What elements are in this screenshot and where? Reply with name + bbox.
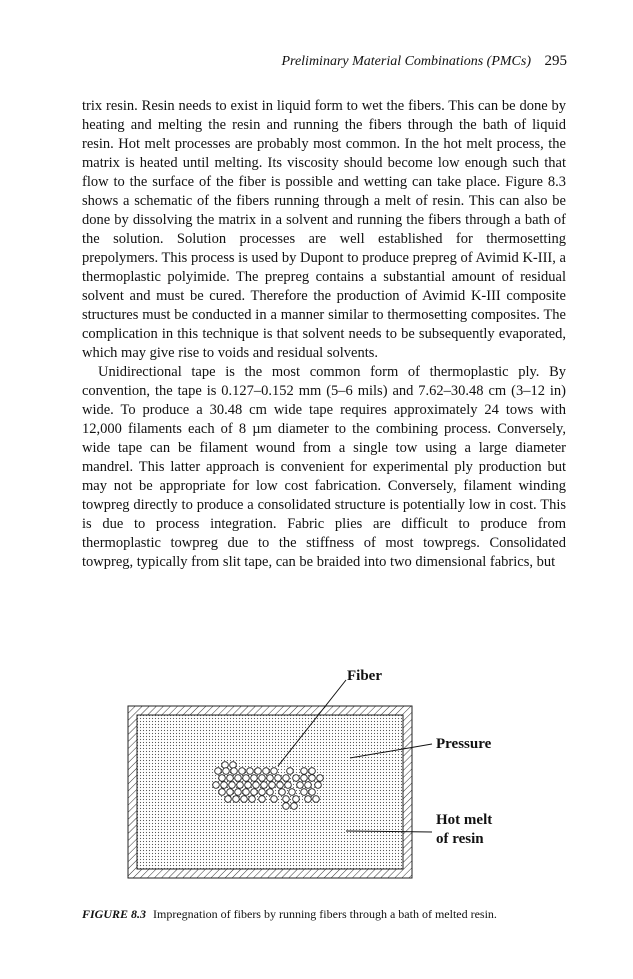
fiber-cross-section xyxy=(239,768,246,775)
fiber-cross-section xyxy=(261,782,268,789)
fiber-cross-section xyxy=(251,789,258,796)
fiber-cross-section xyxy=(305,782,312,789)
figure-8-3 xyxy=(82,660,566,880)
fiber-cross-section xyxy=(283,803,290,810)
fiber-cross-section xyxy=(221,782,228,789)
running-title: Preliminary Material Combinations (PMCs) xyxy=(281,54,531,69)
fiber-cross-section xyxy=(289,789,296,796)
fiber-cross-section xyxy=(253,782,260,789)
fiber-cross-section xyxy=(309,789,316,796)
fiber-cross-section xyxy=(230,762,237,769)
fiber-cross-section xyxy=(301,768,308,775)
fiber-cross-section xyxy=(255,768,262,775)
fiber-cross-section xyxy=(285,782,292,789)
fiber-cross-section xyxy=(249,796,256,803)
hot-melt-label-line-2: of resin xyxy=(436,831,484,847)
fiber-cross-section xyxy=(229,782,236,789)
fiber-cross-section xyxy=(275,775,282,782)
fiber-cross-section xyxy=(267,775,274,782)
fiber-cross-section xyxy=(259,775,266,782)
figure-caption xyxy=(82,907,582,922)
fiber-cross-section xyxy=(259,789,266,796)
fiber-cross-section xyxy=(259,796,266,803)
fiber-cross-section xyxy=(293,796,300,803)
fiber-cross-section xyxy=(267,789,274,796)
fiber-cross-section xyxy=(279,789,286,796)
fiber-cross-section xyxy=(219,775,226,782)
fiber-cross-section xyxy=(263,768,270,775)
fiber-cross-section xyxy=(283,796,290,803)
fiber-cross-section xyxy=(277,782,284,789)
fiber-cross-section xyxy=(235,775,242,782)
fiber-cross-section xyxy=(231,768,238,775)
page-number: 295 xyxy=(544,53,567,69)
paragraph-2: Unidirectional tape is the most common form of thermoplastic ply. By convention, the tape is 0.127–0.152 mm (5–6 mils) and 7.62–30.48 cm (3–12 in) wide. To produce a 30.48 cm wide tape requires approximately 24 tows with 12,000 filaments each of 8 µm diameter to the combining process. Conversely, wide tape can be filament wound from a single tow using a large diameter mandrel. This latter approach is convenient for experimental ply production but may not be appropriate for low cost fabrication. Conversely, filament winding towpreg directly to produce a consolidated structure is potentially low in cost. This is due to process integration. Fabric plies are difficult to produce from thermoplastic towpreg due to the stiffness of most towpregs. Consolidated towpreg, typically from slit tape, can be braided into two dimensional fabrics, but xyxy=(82,364,566,570)
fiber-cross-section xyxy=(243,775,250,782)
fiber-cross-section xyxy=(227,789,234,796)
fiber-cross-section xyxy=(309,768,316,775)
fiber-cross-section xyxy=(215,768,222,775)
fiber-cross-section xyxy=(287,768,294,775)
fiber-cross-section xyxy=(247,768,254,775)
hot-melt-label-line-1: Hot melt xyxy=(436,812,493,828)
fiber-cross-section xyxy=(301,775,308,782)
body-text xyxy=(82,97,566,572)
fiber-cross-section xyxy=(225,796,232,803)
impregnation-diagram xyxy=(82,660,566,880)
fiber-cross-section xyxy=(222,762,229,769)
fiber-cross-section xyxy=(213,782,220,789)
fiber-cross-section xyxy=(305,796,312,803)
fiber-cross-section xyxy=(271,768,278,775)
fiber-cross-section xyxy=(219,789,226,796)
fiber-cross-section xyxy=(237,782,244,789)
fiber-cross-section xyxy=(315,782,322,789)
fiber-cross-section xyxy=(233,796,240,803)
fiber-cross-section xyxy=(251,775,258,782)
fiber-cross-section xyxy=(271,796,278,803)
fiber-cross-section xyxy=(241,796,248,803)
fiber-cross-section xyxy=(313,796,320,803)
fiber-cross-section xyxy=(301,789,308,796)
pressure-label: Pressure xyxy=(436,736,492,752)
fiber-cross-section xyxy=(235,789,242,796)
paragraph-1: trix resin. Resin needs to exist in liquid form to wet the fibers. This can be done by heating and melting the resin and running the fibers through the bath of liquid resin. Hot melt processes are probably most common. In the hot melt process, the matrix is heated until melting. Its viscosity should become low enough such that flow to the surface of the fiber is possible and wetting can take place. Figure 8.3 shows a schematic of the fibers running through a melt of resin. This can also be done by dissolving the matrix in a solvent and running the fibers through a bath of the solution. Solution processes are well established for thermosetting prepolymers. This process is used by Dupont to produce prepreg of Avimid K-III, a thermoplastic polyimide. The prepreg contains a substantial amount of residual solvent and must be cured. Therefore the production of Avimid K-III composite structures must be conducted in a manner similar to thermosetting composites. The complication in this technique is that solvent needs to be subsequently evaporated, which may give rise to voids and residual solvents. xyxy=(82,98,566,361)
running-head xyxy=(281,53,567,70)
fiber-cross-section xyxy=(223,768,230,775)
fiber-cross-section xyxy=(227,775,234,782)
fiber-cross-section xyxy=(245,782,252,789)
fiber-cross-section xyxy=(269,782,276,789)
fiber-cross-section xyxy=(293,775,300,782)
caption-text: Impregnation of fibers by running fibers through a bath of melted resin. xyxy=(153,907,497,921)
fiber-label: Fiber xyxy=(347,668,382,684)
fiber-cross-section xyxy=(297,782,304,789)
fiber-cross-section xyxy=(283,775,290,782)
caption-label: FIGURE 8.3 xyxy=(82,907,147,921)
fiber-cross-section xyxy=(317,775,324,782)
fiber-cross-section xyxy=(309,775,316,782)
fiber-cross-section xyxy=(243,789,250,796)
fiber-cross-section xyxy=(291,803,298,810)
